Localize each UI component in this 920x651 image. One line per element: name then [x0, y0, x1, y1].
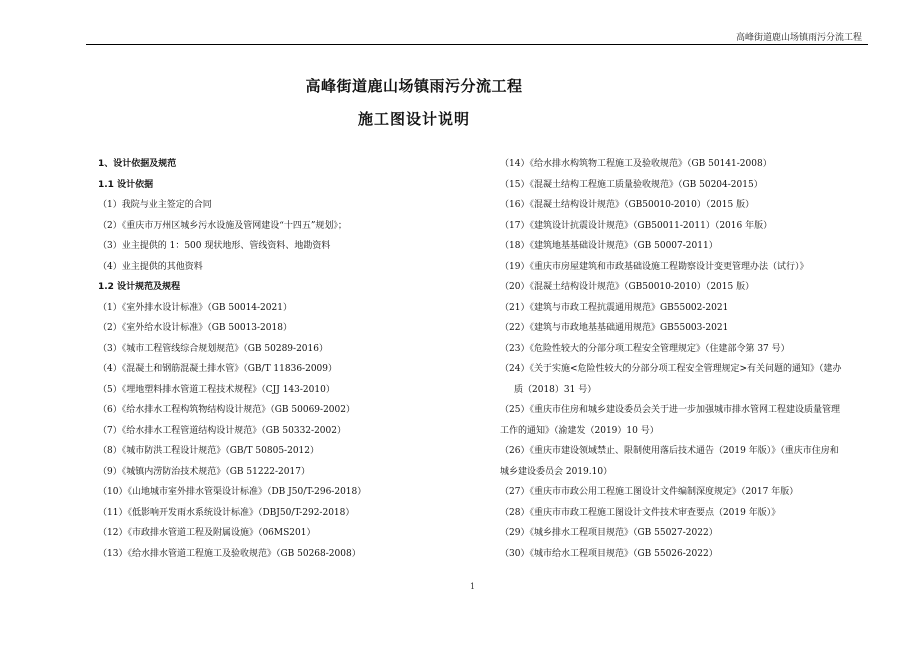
- list-item: （4）业主提供的其他资料: [98, 261, 203, 272]
- list-item: （18）《建筑地基基础设计规范》（GB 50007-2011）: [500, 241, 718, 251]
- list-item: （16）《混凝土结构设计规范》（GB50010-2010）（2015 版）: [500, 200, 755, 210]
- list-item: （12）《市政排水管道工程及附属设施》（06MS201）: [98, 528, 316, 538]
- list-item: （25）《重庆市住房和城乡建设委员会关于进一步加强城市排水管网工程建设质量管理: [500, 405, 840, 415]
- list-item: （13）《给水排水管道工程施工及验收规范》（GB 50268-2008）: [98, 548, 361, 559]
- list-item: （26）《重庆市建设领域禁止、限制使用落后技术通告（2019 年版）》（重庆市住房和: [500, 446, 839, 456]
- list-item: （11）《低影响开发雨水系统设计标准》（DBJ50/T-292-2018）: [98, 507, 355, 518]
- list-item: （3）《城市工程管线综合规划规范》（GB 50289-2016）: [98, 343, 328, 354]
- list-item: （1）我院与业主签定的合同: [98, 200, 212, 210]
- document-subtitle: 施工图设计说明: [357, 110, 470, 128]
- list-item: （29）《城乡排水工程项目规范》（GB 55027-2022）: [500, 528, 718, 538]
- list-item: （8）《城市防洪工程设计规范》（GB/T 50805-2012）: [98, 446, 320, 456]
- list-item: （6）《给水排水工程构筑物结构设计规范》（GB 50069-2002）: [98, 405, 355, 415]
- left-column: [98, 154, 478, 564]
- list-item: 质（2018）31 号）: [514, 384, 597, 395]
- list-item: （23）《危险性较大的分部分项工程安全管理规定》（住建部令第 37 号）: [500, 343, 790, 354]
- list-item: （17）《建筑设计抗震设计规范》（GB50011-2011）（2016 年版）: [500, 220, 773, 231]
- list-item: （3）业主提供的 1：500 现状地形、管线资料、地勘资料: [98, 241, 331, 251]
- list-item: （21）《建筑与市政工程抗震通用规范》GB55002-2021: [500, 302, 729, 313]
- list-item: （5）《埋地塑料排水管道工程技术规程》（CJJ 143-2010）: [98, 384, 335, 395]
- document-title: 高峰街道鹿山场镇雨污分流工程: [305, 77, 523, 95]
- list-item: （22）《建筑与市政地基基础通用规范》GB55003-2021: [500, 323, 729, 333]
- list-item: （1）《室外排水设计标准》（GB 50014-2021）: [98, 302, 292, 313]
- list-item: （28）《重庆市市政工程施工图设计文件技术审查要点（2019 年版）》: [500, 507, 781, 518]
- section-heading: 1.2 设计规范及规程: [98, 282, 181, 292]
- list-item: （27）《重庆市市政公用工程施工图设计文件编制深度规定》（2017 年版）: [500, 487, 799, 497]
- right-column: [500, 154, 870, 564]
- list-item: （10）《山地城市室外排水管渠设计标准》（DB J50/T-296-2018）: [98, 487, 367, 497]
- header-rule: [86, 44, 868, 45]
- list-item: （7）《给水排水工程管道结构设计规范》（GB 50332-2002）: [98, 425, 346, 436]
- list-item: （2）《室外给水设计标准》（GB 50013-2018）: [98, 323, 292, 333]
- list-item: （15）《混凝土结构工程施工质量验收规范》（GB 50204-2015）: [500, 179, 763, 190]
- list-item: 工作的通知》（渝建发（2019）10 号）: [500, 425, 659, 436]
- list-item: （30）《城市给水工程项目规范》（GB 55026-2022）: [500, 548, 718, 559]
- list-item: （24）《关于实施<危险性较大的分部分项工程安全管理规定>有关问题的通知》（建办: [500, 364, 842, 374]
- running-header: 高峰街道鹿山场镇雨污分流工程: [735, 33, 862, 43]
- list-item: （9）《城镇内涝防治技术规范》（GB 51222-2017）: [98, 466, 310, 477]
- list-item: （19）《重庆市房屋建筑和市政基础设施工程勘察设计变更管理办法（试行）》: [500, 261, 809, 272]
- list-item: （14）《给水排水构筑物工程施工及验收规范》（GB 50141-2008）: [500, 159, 772, 169]
- list-item: （2）《重庆市万州区城乡污水设施及管网建设“十四五”规划》；: [98, 220, 347, 231]
- list-item: （20）《混凝土结构设计规范》（GB50010-2010）（2015 版）: [500, 282, 755, 292]
- list-item: 城乡建设委员会 2019.10）: [500, 466, 613, 477]
- list-item: （4）《混凝土和钢筋混凝土排水管》（GB/T 11836-2009）: [98, 364, 338, 374]
- page-number: 1: [470, 582, 476, 591]
- section-heading: 1.1 设计依据: [98, 179, 154, 190]
- section-heading: 1、设计依据及规范: [98, 159, 177, 169]
